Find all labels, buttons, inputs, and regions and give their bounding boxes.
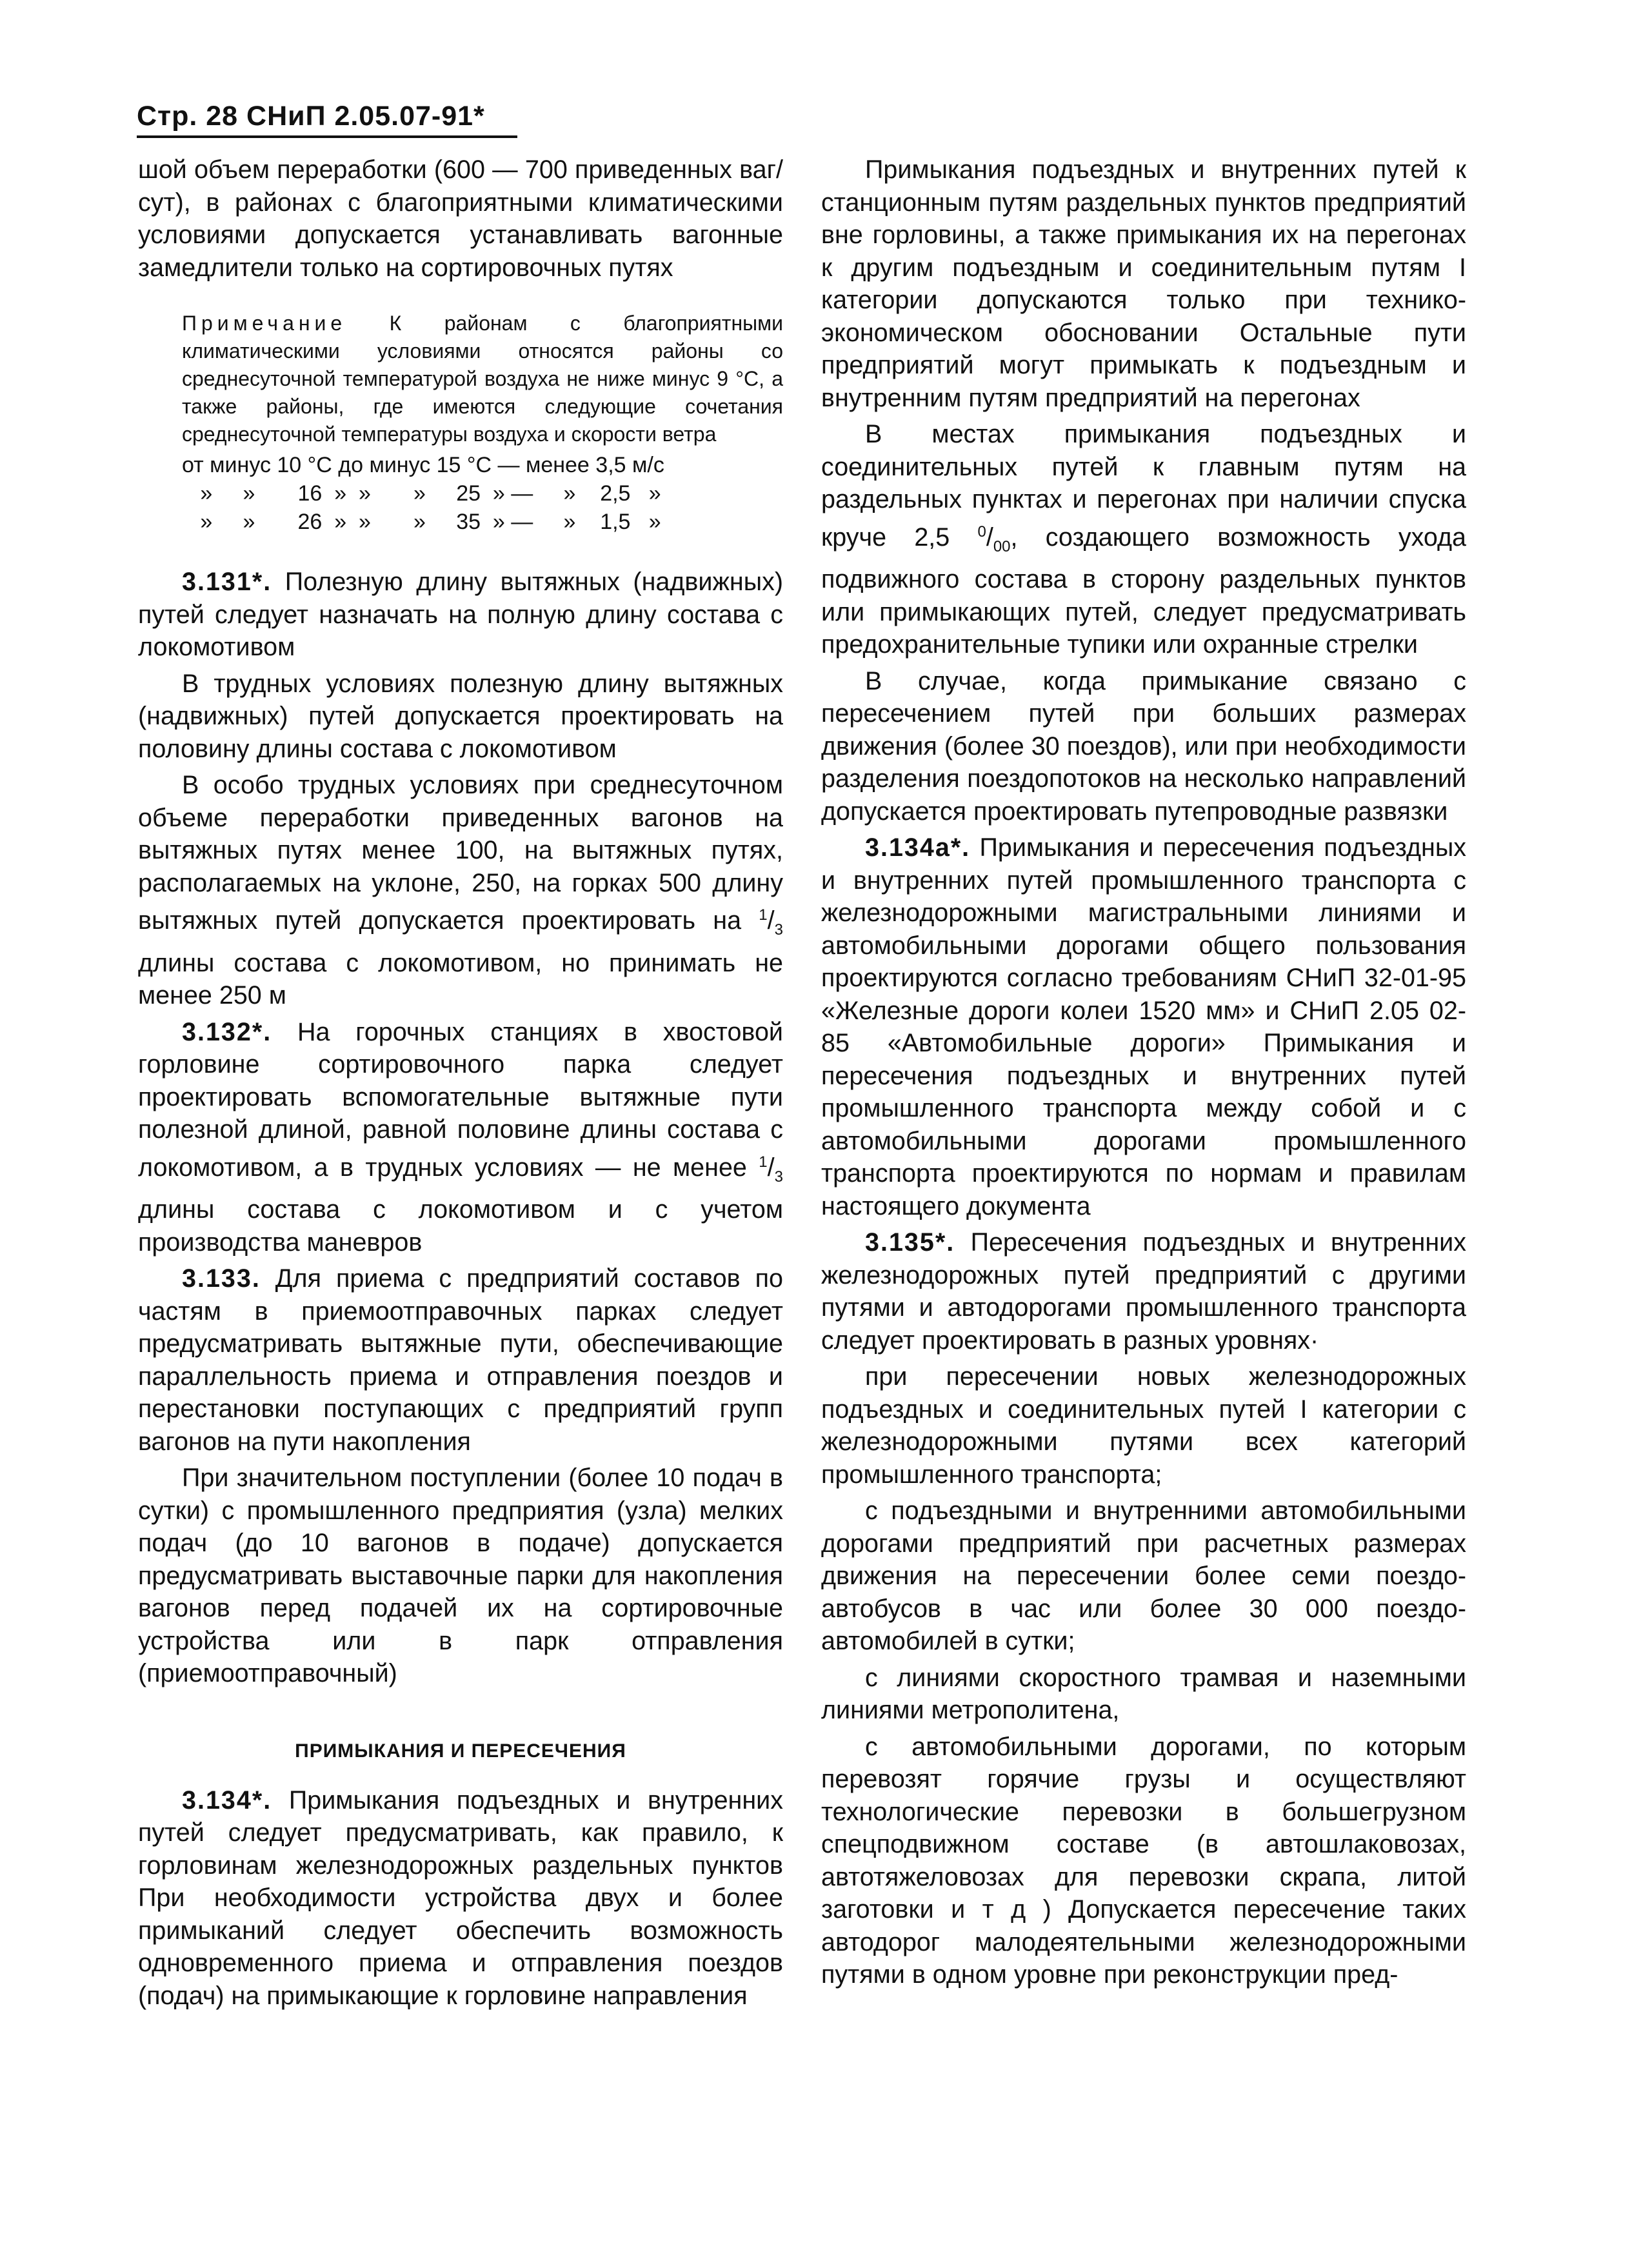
clause-text: Пересечения подъездных и внутренних железнодорожных путей предприятий с другими путями и автодорогами промышленного транспорта следует проектировать в разных уровнях·: [821, 1228, 1466, 1355]
note: [182, 310, 783, 448]
clause-number: 3.135*.: [865, 1228, 955, 1257]
paragraph: В особо трудных условиях при среднесуточном объеме переработки приведенных вагонов на вытяжных путях менее 100, на вытяжных путях, располагаемых на уклоне, 250, на горках 500 длину вытяжных путей допускается проектировать на $^1/_3$ длины состава с локомотивом, но принимать не менее 250 м: [138, 771, 783, 1010]
left-column: [138, 154, 783, 2012]
paragraph: В трудных условиях полезную длину вытяжных (надвижных) путей допускается проектировать на половину длины состава с локомотивом: [138, 669, 783, 763]
clause-text: Полезную длину вытяжных (надвижных) путей следует назначать на полную длину состава с локомотивом: [138, 568, 783, 661]
header-rule: [137, 135, 517, 138]
clause-text: Примыкания подъездных и внутренних путей следует предусматривать, как правило, к горловинам железнодорожных раздельных пунктов При необходимости устройства двух и более примыканий следует обеспечить возможность одновременного приема и отправления поездов (подач) на примыкающие к горловине направления: [138, 1786, 783, 2010]
paragraph: В местах примыкания подъездных и соединительных путей к главным путям на раздельных пунктах и перегонах при наличии спуска круче 2,5 $^0/_{00}$, создающего возможность ухода подвижного состава в сторону раздельных пунктов или примыкающих путей, следует предусматривать предохранительные тупики или охранные стрелки: [821, 420, 1466, 659]
paragraph: В случае, когда примыкание связано с пересечением путей при больших размерах движения (более 30 поездов), или при необходимости разделения поездопотоков на несколько направлений допускается проектировать путепроводные развязки: [821, 666, 1466, 826]
list-item: с линиями скоростного трамвая и наземными линиями метрополитена,: [821, 1663, 1466, 1725]
note-label: Примечание: [182, 312, 347, 335]
text: В особо трудных условиях при среднесуточном объеме переработки приведенных вагонов на вытяжных путях менее 100, на вытяжных путях, располагаемых на уклоне, 250, на горках 500 длину вытяжных путей допускается проектировать на: [138, 771, 783, 935]
clause-3-131: [138, 566, 783, 664]
clause-number: 3.133.: [182, 1264, 261, 1293]
list-item: с автомобильными дорогами, по которым перевозят горячие грузы и осуществляют технологические перевозки в большегрузном спецподвижном составе (в автошлаковозах, автотяжеловозах для перевозки скрапа, литой заготовки и т д ) Допускается пересечение таких автодорог малодеятельными железнодорожными путями в одном уровне при реконструкции пред-: [821, 1732, 1466, 1989]
permille-sup: 0: [977, 522, 986, 541]
paragraph: Примыкания подъездных и внутренних путей к станционным путям раздельных пунктов предприятий вне горловины, а также примыкания их на перегонах к другим подъездным и соединительным путям I категории допускаются только при технико-экономическом обосновании Остальные пути предприятий могут примыкать к подъездным и внутренним путям предприятий на перегонах: [821, 155, 1466, 412]
paragraph-continuation: шой объем переработки (600 — 700 приведенных ваг/сут), в районах с благоприятными климатическими условиями допускается устанавливать вагонные замедлители только на сортировочных путях: [138, 155, 783, 282]
clause-text: Для приема с предприятий составов по частям в приемоотправочных парках следует предусматривать вытяжные пути, обеспечивающие параллельность приема и отправления поездов и перестановки поступающих с предприятий групп вагонов на пути накопления: [138, 1264, 783, 1456]
note-row: » » 16 » » » 25 » — » 2,5 »: [182, 481, 661, 506]
clause-number: 3.131*.: [182, 568, 272, 596]
fraction-numerator: 1: [759, 906, 768, 924]
clause-text: На горочных станциях в хвостовой горловине сортировочного парка следует проектировать вспомогательные вытяжные пути полезной длиной, равной половине длины состава с локомотивом, а в трудных условиях — не менее: [138, 1017, 783, 1182]
fraction-numerator: 1: [759, 1153, 768, 1171]
clause-3-132: 3.132*. На горочных станциях в хвостовой горловине сортировочного парка следует проектировать вспомогательные вытяжные пути полезной длиной, равной половине длины состава с локомотивом, а в трудных условиях — не менее $^1/_3$ длины состава с локомотивом и с учетом производства маневров: [138, 1017, 783, 1257]
clause-text: Примыкания и пересечения подъездных и внутренних путей промышленного транспорта с железнодорожными магистральными линиями и автомобильными дорогами общего пользования проектируются согласно требованиям СНиП 32-01-95 «Железные дороги колеи 1520 мм» и СНиП 2.05 02-85 «Автомобильные дороги» Примыкания и пересечения подъездных и внутренних путей промышленного транспорта между собой и с автомобильными дорогами промышленного транспорта проектируются по нормам и правилам настоящего документа: [821, 833, 1466, 1220]
clause-3-135: [821, 1226, 1466, 1357]
fraction-denominator: 3: [774, 1168, 783, 1186]
clause-text: длины состава с локомотивом и с учетом производства маневров: [138, 1195, 783, 1257]
permille-sub: 00: [993, 537, 1011, 555]
clause-number: 3.134*.: [182, 1786, 272, 1815]
clause-3-134a: [821, 831, 1466, 1222]
right-column: [821, 154, 1466, 1991]
text: В местах примыкания подъездных и соединительных путей к главным путям на раздельных пунктах и перегонах при наличии спуска круче 2,5: [821, 420, 1466, 552]
note-table: [182, 451, 783, 536]
paragraph: При значительном поступлении (более 10 подач в сутки) с промышленного предприятия (узла) мелких подач (до 10 вагонов в подаче) допускается предусматривать выставочные парки для накопления вагонов перед подачей их на сортировочные устройства или в парк отправления (приемоотправочный): [138, 1464, 783, 1688]
clause-3-134: [138, 1784, 783, 2013]
clause-number: 3.132*.: [182, 1017, 272, 1046]
list-item: при пересечении новых железнодорожных подъездных и соединительных путей I категории с железнодорожными путями всех категорий промышленного транспорта;: [821, 1362, 1466, 1489]
text: длины состава с локомотивом, но принимать не менее 250 м: [138, 948, 783, 1010]
list-item: с подъездными и внутренними автомобильными дорогами предприятий при расчетных размерах движения на пересечении более семи поездо-автобусов в час или более 30 000 поездо-автомобилей в сутки;: [821, 1497, 1466, 1656]
note-text: К районам с благоприятными климатическими условиями относятся районы со среднесуточной температурой воздуха не ниже минус 9 °С, а также районы, где имеются следующие сочетания среднесуточной температуры воздуха и скорости ветра: [182, 312, 783, 446]
clause-number: 3.134а*.: [865, 833, 971, 862]
page-header: Стр. 28 СНиП 2.05.07-91*: [137, 101, 485, 132]
text: , создающего возможность ухода подвижного состава в сторону раздельных пунктов или примыкающих путей, следует предусматривать предохранительные тупики или охранные стрелки: [821, 522, 1466, 659]
section-title: ПРИМЫКАНИЯ И ПЕРЕСЕЧЕНИЯ: [295, 1740, 626, 1762]
clause-3-133: [138, 1262, 783, 1458]
note-row: от минус 10 °С до минус 15 °С — менее 3,5 м/с: [182, 453, 664, 477]
note-row: » » 26 » » » 35 » — » 1,5 »: [182, 510, 661, 534]
fraction-denominator: 3: [774, 921, 783, 939]
